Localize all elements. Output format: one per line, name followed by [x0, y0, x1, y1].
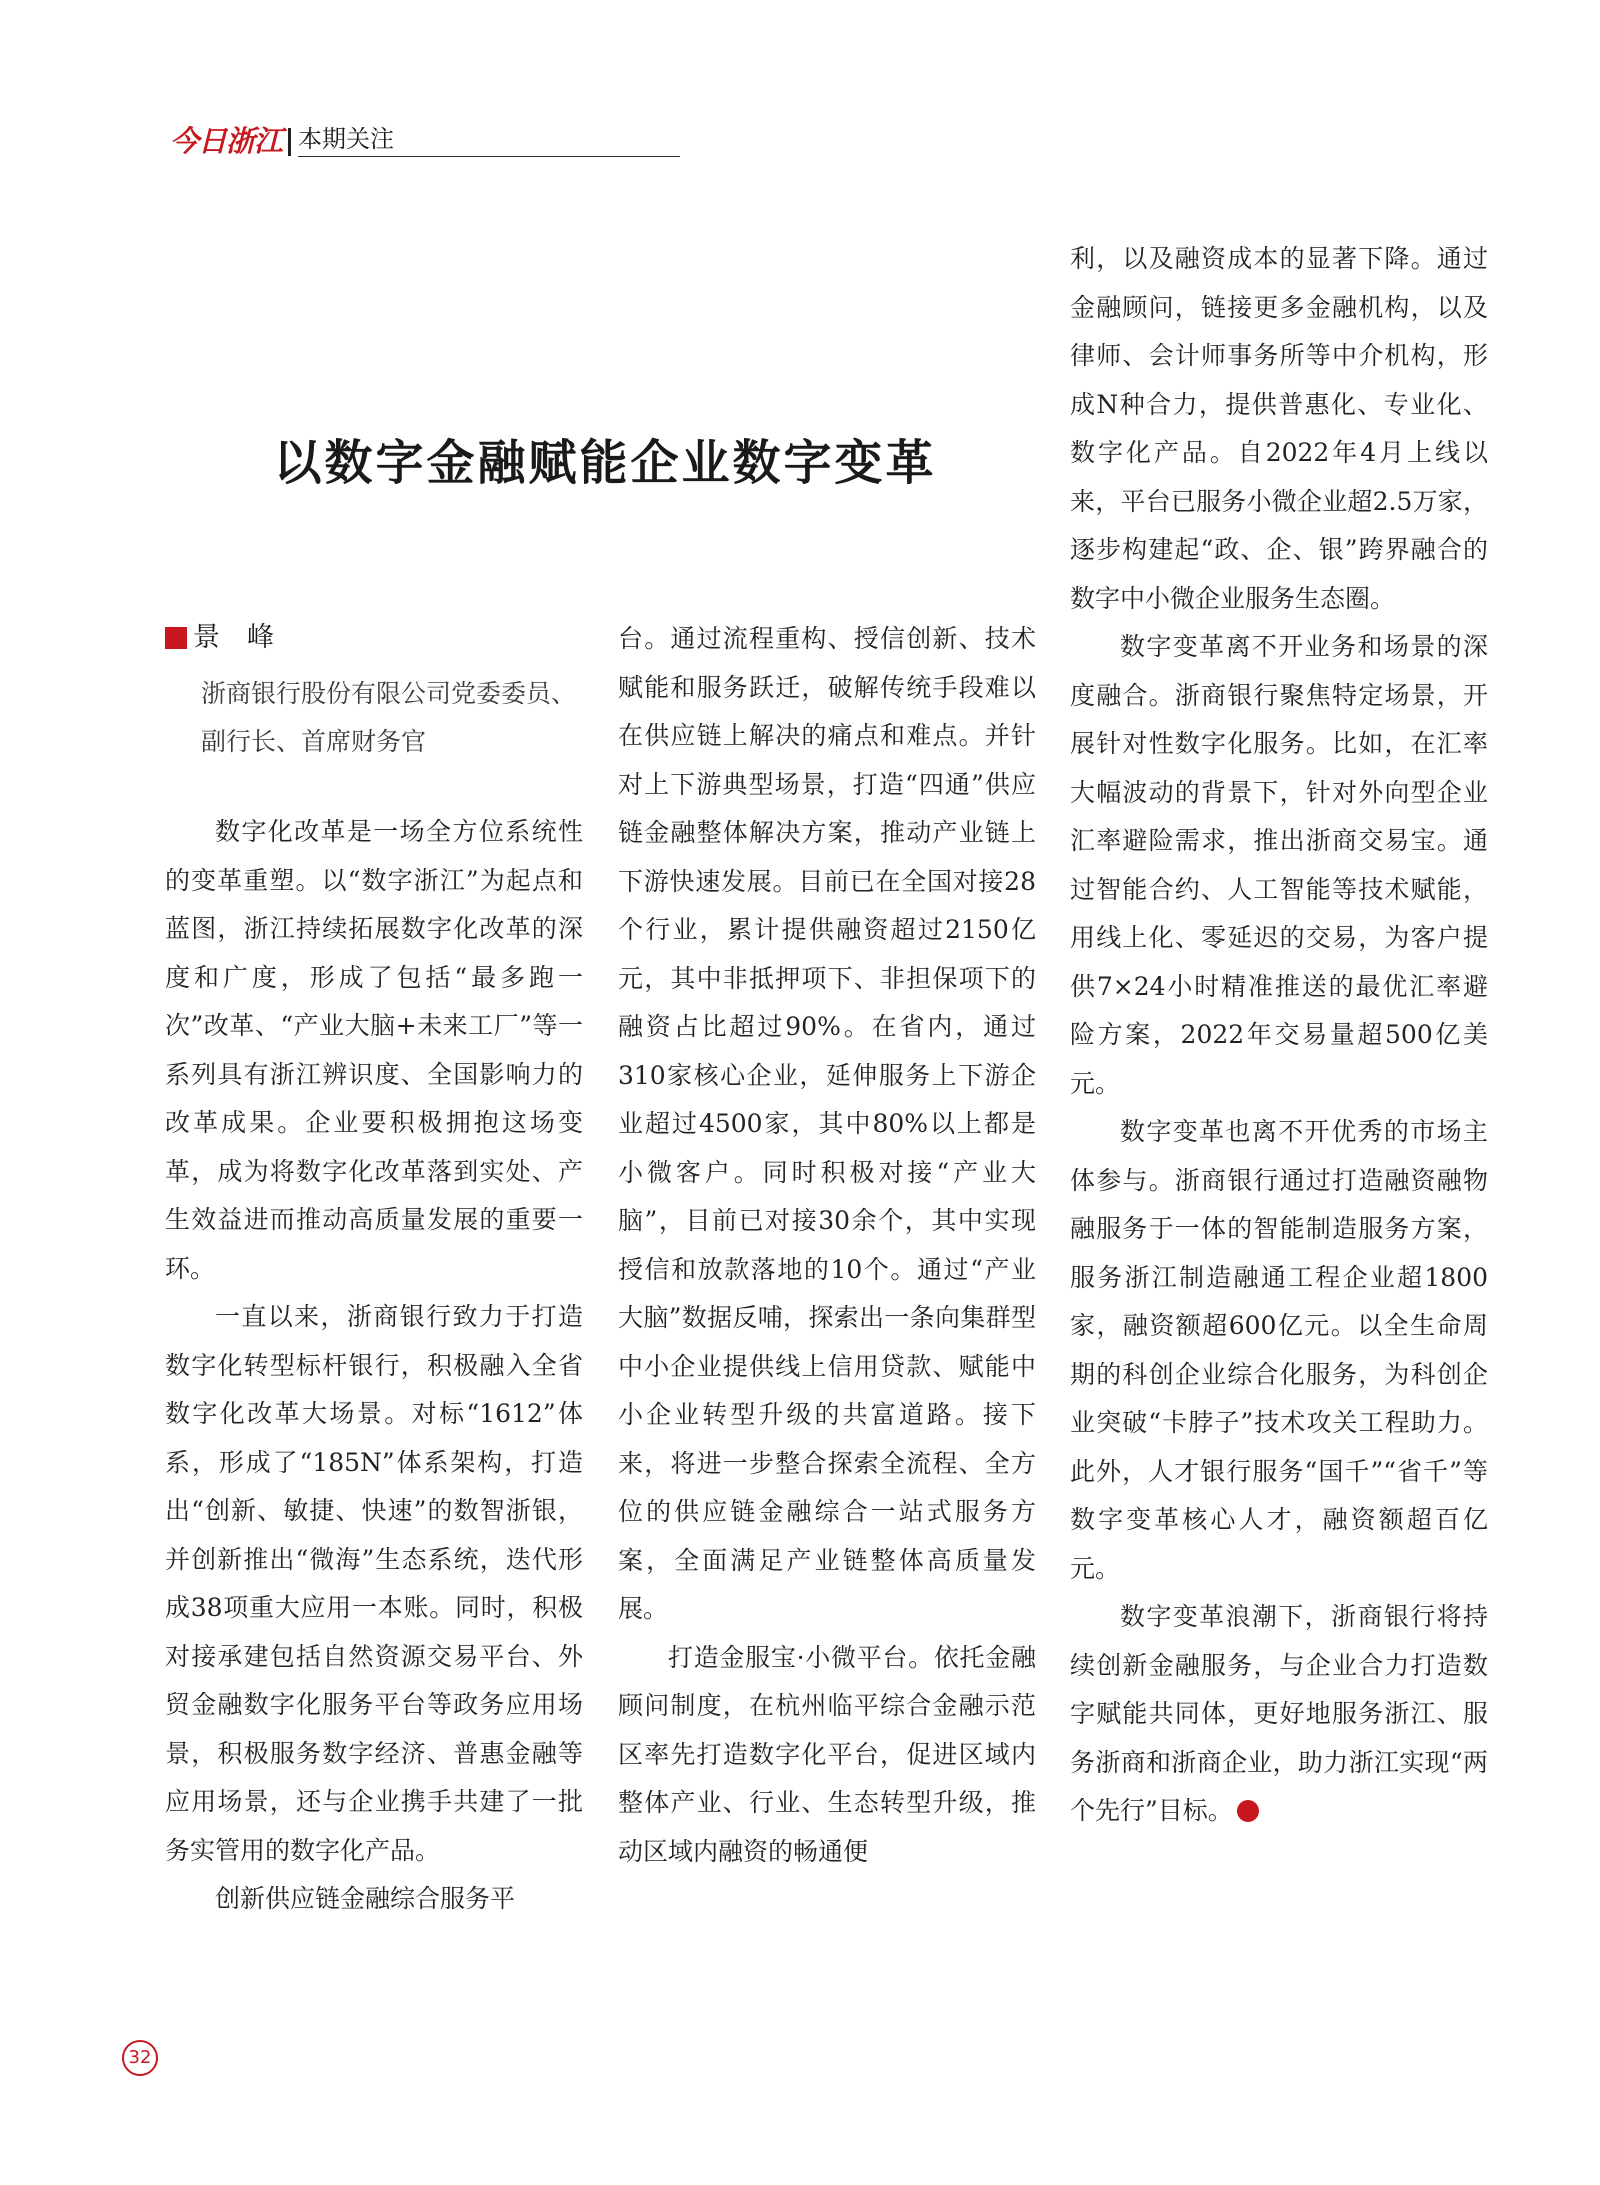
header-divider: [288, 128, 291, 156]
author-marker-icon: [165, 627, 187, 649]
author-line: [165, 618, 585, 658]
paragraph-7: [1070, 1593, 1488, 1836]
paragraph-2: 一直以来，浙商银行致力于打造数字化转型标杆银行，积极融入全省数字化改革大场景。对标“1612”体系，形成了“185N”体系架构，打造出“创新、敏捷、快速”的数智浙银，并创新推出“微海”生态系统，迭代形成38项重大应用一本账。同时，积极对接承建包括自然资源交易平台、外贸金融数字化服务平台等政务应用场景，积极服务数字经济、普惠金融等应用场景，还与企业携手共建了一批务实管用的数字化产品。: [165, 1302, 583, 1865]
magazine-logo: 今日浙江: [170, 124, 283, 158]
header-rule: [298, 156, 680, 157]
paragraph-7-text: 数字变革浪潮下，浙商银行将持续创新金融服务，与企业合力打造数字赋能共同体，更好地服务浙江、服务浙商和浙商企业，助力浙江实现“两个先行”目标。: [1070, 1602, 1488, 1825]
paragraph-3-continued: 台。通过流程重构、授信创新、技术赋能和服务跃迁，破解传统手段难以在供应链上解决的痛点和难点。并针对上下游典型场景，打造“四通”供应链金融整体解决方案，推动产业链上下游快速发展。目前已在全国对接28个行业，累计提供融资超过2150亿元，其中非抵押项下、非担保项下的融资占比超过90%。在省内，通过310家核心企业，延伸服务上下游企业超过4500家，其中80%以上都是小微客户。同时积极对接“产业大脑”，目前已对接30余个，其中实现授信和放款落地的10个。通过“产业大脑”数据反哺，探索出一条向集群型中小企业提供线上信用贷款、赋能中小企业转型升级的共富道路。接下来，将进一步整合探索全流程、全方位的供应链金融综合一站式服务方案，全面满足产业链整体高质量发展。: [618, 624, 1036, 1623]
paragraph-6: 数字变革也离不开优秀的市场主体参与。浙商银行通过打造融资融物融服务于一体的智能制造服务方案，服务浙江制造融通工程企业超1800家，融资额超600亿元。以全生命周期的科创企业综合化服务，为科创企业突破“卡脖子”技术攻关工程助力。此外，人才银行服务“国千”“省千”等数字变革核心人才，融资额超百亿元。: [1070, 1117, 1488, 1583]
column-1: [165, 808, 583, 1924]
paragraph-3-start: 创新供应链金融综合服务平: [215, 1884, 516, 1913]
paragraph-5: 数字变革离不开业务和场景的深度融合。浙商银行聚焦特定场景，开展针对性数字化服务。比如，在汇率大幅波动的背景下，针对外向型企业汇率避险需求，推出浙商交易宝。通过智能合约、人工智能等技术赋能，用线上化、零延迟的交易，为客户提供7×24小时精准推送的最优汇率避险方案，2022年交易量超500亿美元。: [1070, 632, 1488, 1098]
paragraph-1: 数字化改革是一场全方位系统性的变革重塑。以“数字浙江”为起点和蓝图，浙江持续拓展数字化改革的深度和广度，形成了包括“最多跑一次”改革、“产业大脑+未来工厂”等一系列具有浙江辨识度、全国影响力的改革成果。企业要积极拥抱这场变革，成为将数字化改革落到实处、产生效益进而推动高质量发展的重要一环。: [165, 817, 583, 1283]
paragraph-4-continued: 利，以及融资成本的显著下降。通过金融顾问，链接更多金融机构，以及律师、会计师事务所等中介机构，形成N种合力，提供普惠化、专业化、数字化产品。自2022年4月上线以来，平台已服务小微企业超2.5万家，逐步构建起“政、企、银”跨界融合的数字中小微企业服务生态圈。: [1070, 244, 1488, 613]
article-title: 以数字金融赋能企业数字变革: [273, 435, 937, 492]
byline: [165, 618, 585, 766]
column-3: [1070, 235, 1488, 1836]
end-mark-icon: [1237, 1800, 1259, 1822]
column-2: [618, 615, 1036, 1876]
page-number: 32: [122, 2040, 158, 2076]
author-title: 浙商银行股份有限公司党委委员、副行长、首席财务官: [201, 679, 577, 756]
section-label: 本期关注: [298, 125, 394, 153]
author-name: 景 峰: [193, 622, 274, 653]
paragraph-4-start: 打造金服宝·小微平台。依托金融顾问制度，在杭州临平综合金融示范区率先打造数字化平台，促进区域内整体产业、行业、生态转型升级，推动区域内融资的畅通便: [618, 1642, 1036, 1866]
